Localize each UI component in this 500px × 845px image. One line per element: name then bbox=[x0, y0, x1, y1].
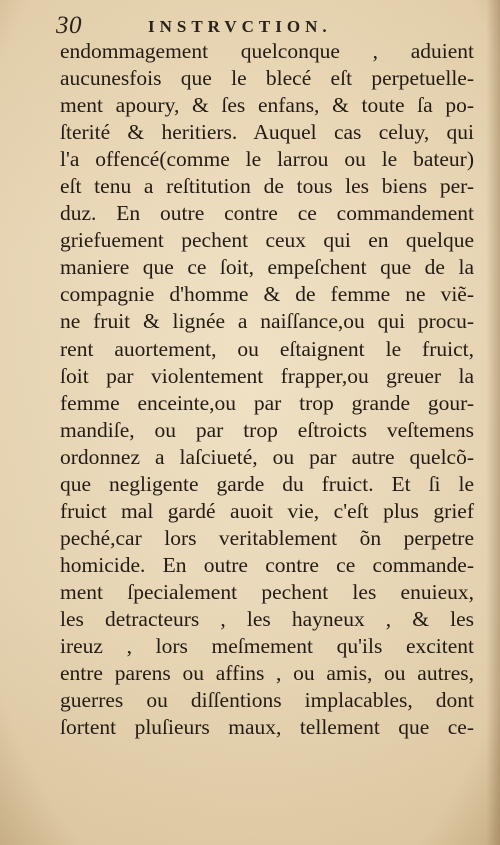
text-line: eſt tenu a reſtitution de tous les biens per- bbox=[60, 174, 474, 199]
body-text bbox=[60, 38, 474, 741]
text-line: ſterité & heritiers. Auquel cas celuy, qui bbox=[60, 120, 474, 145]
text-line: mandiſe, ou par trop eſtroicts veſtemens bbox=[60, 417, 474, 442]
text-line: femme enceinte,ou par trop grande gour- bbox=[60, 390, 474, 415]
text-line: ment ſpecialement pechent les enuieux, bbox=[60, 579, 474, 604]
text-line: guerres ou diſſentions implacables, dont bbox=[60, 688, 474, 713]
text-line: homicide. En outre contre ce commande- bbox=[60, 552, 474, 577]
running-head: INSTRVCTION. bbox=[148, 17, 332, 36]
text-line: endommagement quelconque , aduient bbox=[60, 39, 474, 63]
text-line: les detracteurs , les hayneux , & les bbox=[60, 606, 474, 631]
text-line: entre parens ou affins , ou amis, ou autres, bbox=[60, 661, 474, 686]
text-line: que negligente garde du fruict. Et ſi le bbox=[60, 471, 474, 496]
text-line: ireuz , lors meſmement qu'ils excitent bbox=[60, 634, 474, 659]
text-line: fruict mal gardé auoit vie, c'eſt plus grief bbox=[60, 498, 474, 523]
text-line: aucunesfois que le blecé eſt perpetuelle- bbox=[60, 66, 474, 91]
text-line: ment apoury, & ſes enfans, & toute ſa po- bbox=[60, 93, 474, 118]
text-line: maniere que ce ſoit, empeſchent que de la bbox=[60, 255, 474, 280]
text-line: ſortent pluſieurs maux, tellement que ce- bbox=[60, 715, 474, 740]
text-line: griefuement pechent ceux qui en quelque bbox=[60, 228, 474, 253]
text-line: duz. En outre contre ce commandement bbox=[60, 201, 474, 226]
text-line: rent auortement, ou eſtaignent le fruict, bbox=[60, 336, 474, 361]
text-line: peché,car lors veritablement õn perpetre bbox=[60, 525, 474, 550]
text-line: ne fruit & lignée a naiſſance,ou qui procu- bbox=[60, 309, 474, 334]
text-line: ordonnez a laſciueté, ou par autre quelcõ- bbox=[60, 444, 474, 469]
text-line: compagnie d'homme & de femme ne viẽ- bbox=[60, 282, 474, 307]
page-number: 30 bbox=[56, 12, 82, 39]
text-line: ſoit par violentement frapper,ou greuer la bbox=[60, 363, 474, 388]
text-line: l'a offencé(comme le larrou ou le bateur) bbox=[60, 147, 474, 172]
